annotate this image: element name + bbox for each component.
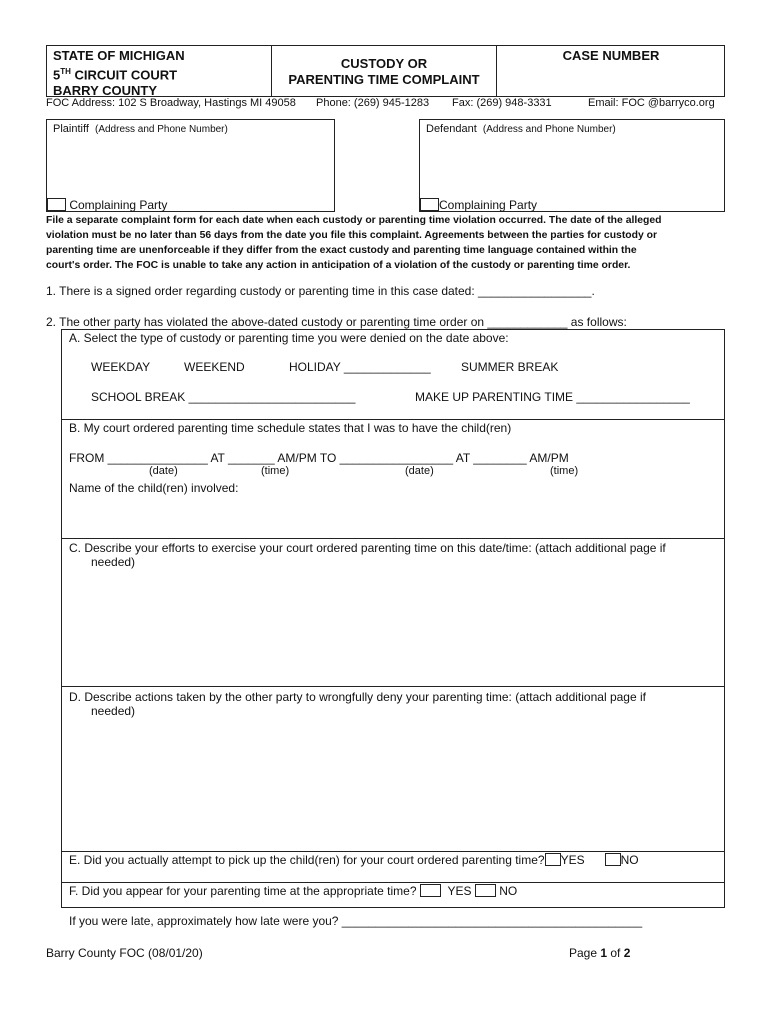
section-b-prompt: B. My court ordered parenting time schedule states that I was to have the child(ren) [69, 421, 512, 435]
children-field[interactable] [62, 498, 724, 537]
late-line[interactable]: If you were late, approximately how late were you? _____________________________________________ [69, 914, 643, 928]
option-weekend[interactable]: WEEKEND [184, 360, 245, 374]
court-block [53, 48, 185, 99]
defendant-label: Defendant (Address and Phone Number) [426, 123, 616, 135]
form-id: Barry County FOC (08/01/20) [46, 946, 203, 960]
court-line1: STATE OF MICHIGAN [53, 48, 185, 63]
foc-address: FOC Address: 102 S Broadway, Hastings MI 49058 [46, 97, 296, 109]
page-number: Page 1 of 2 [569, 946, 631, 960]
section-a-prompt: A. Select the type of custody or parenting time you were denied on the date above: [69, 331, 509, 345]
section-f-prompt: F. Did you appear for your parenting time at the appropriate time? [69, 884, 417, 898]
section-e-yes-label: YES [560, 853, 585, 867]
divider-a-b [61, 419, 725, 420]
date-caption-1: (date) [149, 465, 178, 477]
item-1: 1. There is a signed order regarding custody or parenting time in this case dated: _________________. [46, 284, 595, 298]
time-caption-1: (time) [261, 465, 290, 477]
item-2: 2. The other party has violated the above-dated custody or parenting time order on ____________ as follows: [46, 315, 627, 329]
court-line3: BARRY COUNTY [53, 83, 158, 99]
plaintiff-complaining-checkbox[interactable] [47, 198, 66, 211]
plaintiff-hint: (Address and Phone Number) [95, 124, 228, 135]
option-school-break[interactable]: SCHOOL BREAK _________________________ [91, 390, 356, 404]
section-f-yes-label: YES [447, 884, 472, 898]
case-number-label: CASE NUMBER [562, 48, 660, 63]
defendant-complaining-party: Complaining Party [420, 198, 537, 212]
children-label: Name of the child(ren) involved: [69, 481, 239, 495]
time-caption-2: (time) [550, 465, 579, 477]
divider-b-c [61, 538, 725, 539]
case-number-field[interactable] [498, 66, 724, 96]
foc-fax: Fax: (269) 948-3331 [452, 97, 552, 109]
section-c-text: C. Describe your efforts to exercise your court ordered parenting time on this date/time: (attach additional page if needed) [69, 541, 666, 569]
section-f [69, 884, 517, 898]
foc-email: Email: FOC @barryco.org [588, 97, 715, 109]
defendant-hint: (Address and Phone Number) [482, 124, 616, 135]
section-f-yes-checkbox[interactable] [420, 884, 441, 897]
court-line2: 5TH CIRCUIT COURT [53, 67, 178, 83]
section-f-no-label: NO [499, 884, 518, 898]
section-e-prompt: E. Did you actually attempt to pick up the child(ren) for your court ordered parenting time? [69, 853, 545, 867]
divider-c-d [61, 686, 725, 687]
section-c-field[interactable] [62, 572, 724, 685]
section-e-yes-checkbox[interactable] [545, 853, 561, 866]
plaintiff-label: Plaintiff (Address and Phone Number) [53, 123, 228, 135]
option-weekday[interactable]: WEEKDAY [91, 360, 151, 374]
section-f-no-checkbox[interactable] [475, 884, 496, 897]
section-e-no-checkbox[interactable] [605, 853, 621, 866]
instructions: File a separate complaint form for each date when each custody or parenting time violation occurred. The date of the alleged violation must be no later than 56 days from the date you file this complaint. Agreements between the parties for custody or parenting time are unenforceable if they differ from the exact custody and parenting time language contained within the court's order. The FOC is unable to take any action in anticipation of a violation of the custody or parenting time order. [46, 215, 662, 271]
foc-phone: Phone: (269) 945-1283 [316, 97, 430, 109]
form-title: CUSTODY OR PARENTING TIME COMPLAINT [288, 56, 480, 87]
date-caption-2: (date) [405, 465, 434, 477]
section-d-field[interactable] [62, 720, 724, 850]
option-make-up[interactable]: MAKE UP PARENTING TIME _________________ [415, 390, 690, 404]
option-holiday[interactable]: HOLIDAY _____________ [289, 360, 431, 374]
section-e-no-label: NO [620, 853, 639, 867]
defendant-complaining-checkbox[interactable] [420, 198, 439, 211]
section-d-text: D. Describe actions taken by the other party to wrongfully deny your parenting time: (attach additional page if needed) [69, 690, 646, 718]
divider-d-e [61, 851, 725, 852]
section-e [69, 853, 639, 867]
option-summer-break[interactable]: SUMMER BREAK [461, 360, 559, 374]
schedule-from-line[interactable]: FROM _______________ AT _______ AM/PM TO _________________ AT ________ AM/PM [69, 451, 569, 465]
divider-e-f [61, 882, 725, 883]
plaintiff-complaining-party: Complaining Party [47, 198, 167, 212]
